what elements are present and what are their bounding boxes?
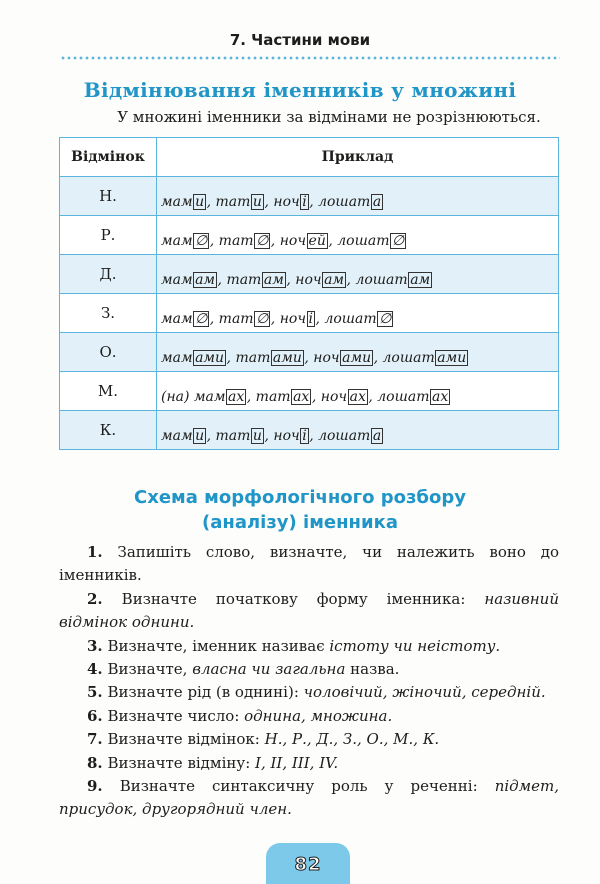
word-stem: лошат (318, 428, 371, 444)
preposition: (на) (161, 389, 194, 405)
analysis-step (59, 752, 559, 775)
case-example: мам и , тат и , ноч і , лошат а (157, 411, 559, 450)
word-ending: ами (195, 350, 225, 366)
step-number: 4. (87, 660, 103, 679)
analysis-step (59, 658, 559, 681)
word-ending: ах (431, 389, 449, 405)
step-text: назва. (345, 660, 400, 679)
step-text: однина, множина. (244, 706, 393, 725)
table-row (60, 177, 559, 216)
analysis-step (59, 775, 564, 822)
table-row (60, 294, 559, 333)
analysis-step (59, 588, 564, 635)
section-title: Відмінювання іменників у множині (83, 78, 517, 102)
word-ending: ах (228, 389, 245, 405)
scheme-title (0, 485, 600, 535)
word-stem: мам (193, 389, 226, 405)
word-stem: лошат (318, 194, 371, 210)
analysis-step (59, 728, 559, 751)
word-ending: ∅ (256, 311, 269, 327)
page-number-tab (266, 843, 350, 884)
table-row (60, 372, 559, 411)
case-example: мам ам , тат ам , ноч ам , лошат ам (157, 255, 559, 294)
case-label: З. (60, 294, 157, 333)
case-example: мам ами , тат ами , ноч ами , лошат ами (157, 333, 559, 372)
case-example: (на) мам ах , тат ах , ноч ах , лошат ах (157, 372, 559, 411)
word-stem: ноч (279, 233, 307, 249)
table-body (60, 177, 559, 450)
word-stem: тат (218, 311, 254, 327)
table-row (60, 255, 559, 294)
analysis-step (59, 635, 559, 658)
intro-text: У множині іменники за відмінами не розрізнюються. (117, 108, 541, 126)
word-stem: ноч (279, 311, 307, 327)
scheme-title-line-1: Схема морфологічного розбору (134, 487, 466, 508)
step-text: Запишіть слово, визначте, чи належить воно до іменників. (59, 543, 564, 585)
word-ending: ами (272, 350, 302, 366)
word-ending: ах (293, 389, 310, 405)
word-stem: мам (161, 428, 193, 444)
word-ending: ах (349, 389, 366, 405)
step-text: чоловічий, жіночий, середній. (303, 683, 546, 702)
step-number: 6. (87, 706, 103, 725)
case-label: Н. (60, 177, 157, 216)
step-number: 3. (87, 636, 103, 655)
word-stem: тат (218, 233, 254, 249)
word-ending: а (372, 428, 382, 444)
word-ending: ами (342, 350, 372, 366)
word-ending: ∅ (256, 233, 269, 249)
step-number: 7. (87, 730, 103, 749)
step-text: Визначте відміну: (102, 753, 256, 772)
case-example: мам ∅ , тат ∅ , ноч і , лошат ∅ (157, 294, 559, 333)
step-text: Визначте, (102, 660, 193, 679)
step-text: Визначте, іменник називає (102, 636, 330, 655)
case-label: М. (60, 372, 157, 411)
step-text: називний відмінок однини. (59, 589, 564, 632)
word-stem: лошат (382, 350, 435, 366)
word-stem: мам (161, 233, 193, 249)
step-number: 1. (87, 543, 103, 561)
step-number: 8. (87, 753, 103, 772)
analysis-step (59, 681, 559, 704)
step-text: I, II, III, IV. (255, 753, 339, 772)
step-number: 5. (87, 683, 103, 702)
word-stem: ноч (320, 389, 348, 405)
step-text: Визначте рід (в однині): (102, 683, 304, 702)
word-stem: мам (161, 272, 193, 288)
word-ending: а (372, 194, 382, 210)
case-label: К. (60, 411, 157, 450)
word-ending: ∅ (195, 311, 208, 327)
case-label: Р. (60, 216, 157, 255)
step-text: істоту чи неістоту. (329, 636, 501, 655)
chapter-heading: 7. Частини мови (229, 31, 371, 49)
word-stem: мам (161, 350, 193, 366)
table-row (60, 333, 559, 372)
word-ending: ами (437, 350, 467, 366)
word-stem: лошат (377, 389, 430, 405)
word-ending: ам (263, 272, 284, 288)
word-stem: мам (161, 311, 193, 327)
analysis-step (59, 541, 564, 588)
step-text: Визначте число: (102, 706, 245, 725)
step-text: власна чи загальна (192, 660, 346, 679)
word-ending: и (252, 428, 262, 444)
step-text: Визначте синтаксичну роль у реченні: (102, 777, 495, 796)
word-stem: тат (235, 350, 271, 366)
word-ending: и (195, 194, 205, 210)
table-row (60, 216, 559, 255)
word-stem: ноч (273, 194, 300, 210)
word-ending: ∅ (392, 233, 405, 249)
step-number: 9. (87, 777, 103, 796)
word-stem: тат (255, 389, 291, 405)
dotted-divider (60, 56, 560, 60)
word-stem: лошат (324, 311, 377, 327)
word-ending: і (308, 311, 314, 327)
word-ending: ам (410, 272, 431, 288)
word-stem: тат (226, 272, 262, 288)
step-text: Н., Р., Д., З., О., М., К. (264, 730, 440, 749)
word-stem: тат (215, 194, 251, 210)
case-label: О. (60, 333, 157, 372)
word-stem: мам (161, 194, 193, 210)
word-ending: і (302, 428, 307, 444)
page-number: 82 (294, 854, 322, 875)
word-stem: лошат (355, 272, 408, 288)
word-ending: ∅ (379, 311, 392, 327)
word-stem: ноч (295, 272, 322, 288)
word-ending: ам (195, 272, 216, 288)
step-text: Визначте відмінок: (102, 730, 265, 749)
case-example: мам ∅ , тат ∅ , ноч ей , лошат ∅ (157, 216, 559, 255)
word-stem: тат (215, 428, 251, 444)
word-ending: ам (324, 272, 345, 288)
table-row (60, 411, 559, 450)
step-text: підмет, присудок, другорядний член. (59, 777, 564, 819)
case-label: Д. (60, 255, 157, 294)
case-example: мам и , тат и , ноч і , лошат а (157, 177, 559, 216)
word-ending: і (302, 194, 307, 210)
table-header-example: Приклад (157, 138, 559, 177)
word-ending: ей (308, 233, 326, 249)
word-stem: ноч (313, 350, 340, 366)
word-stem: ноч (273, 428, 300, 444)
word-stem: лошат (337, 233, 390, 249)
step-number: 2. (87, 589, 103, 608)
table-header-case: Відмінок (60, 138, 157, 177)
word-ending: и (195, 428, 205, 444)
step-text: Визначте початкову форму іменника: (102, 589, 485, 608)
word-ending: ∅ (195, 233, 208, 249)
scheme-title-line-2: (аналізу) іменника (202, 512, 398, 533)
analysis-step (59, 705, 559, 728)
analysis-steps (59, 541, 564, 822)
word-ending: и (252, 194, 262, 210)
declension-table (59, 137, 559, 450)
